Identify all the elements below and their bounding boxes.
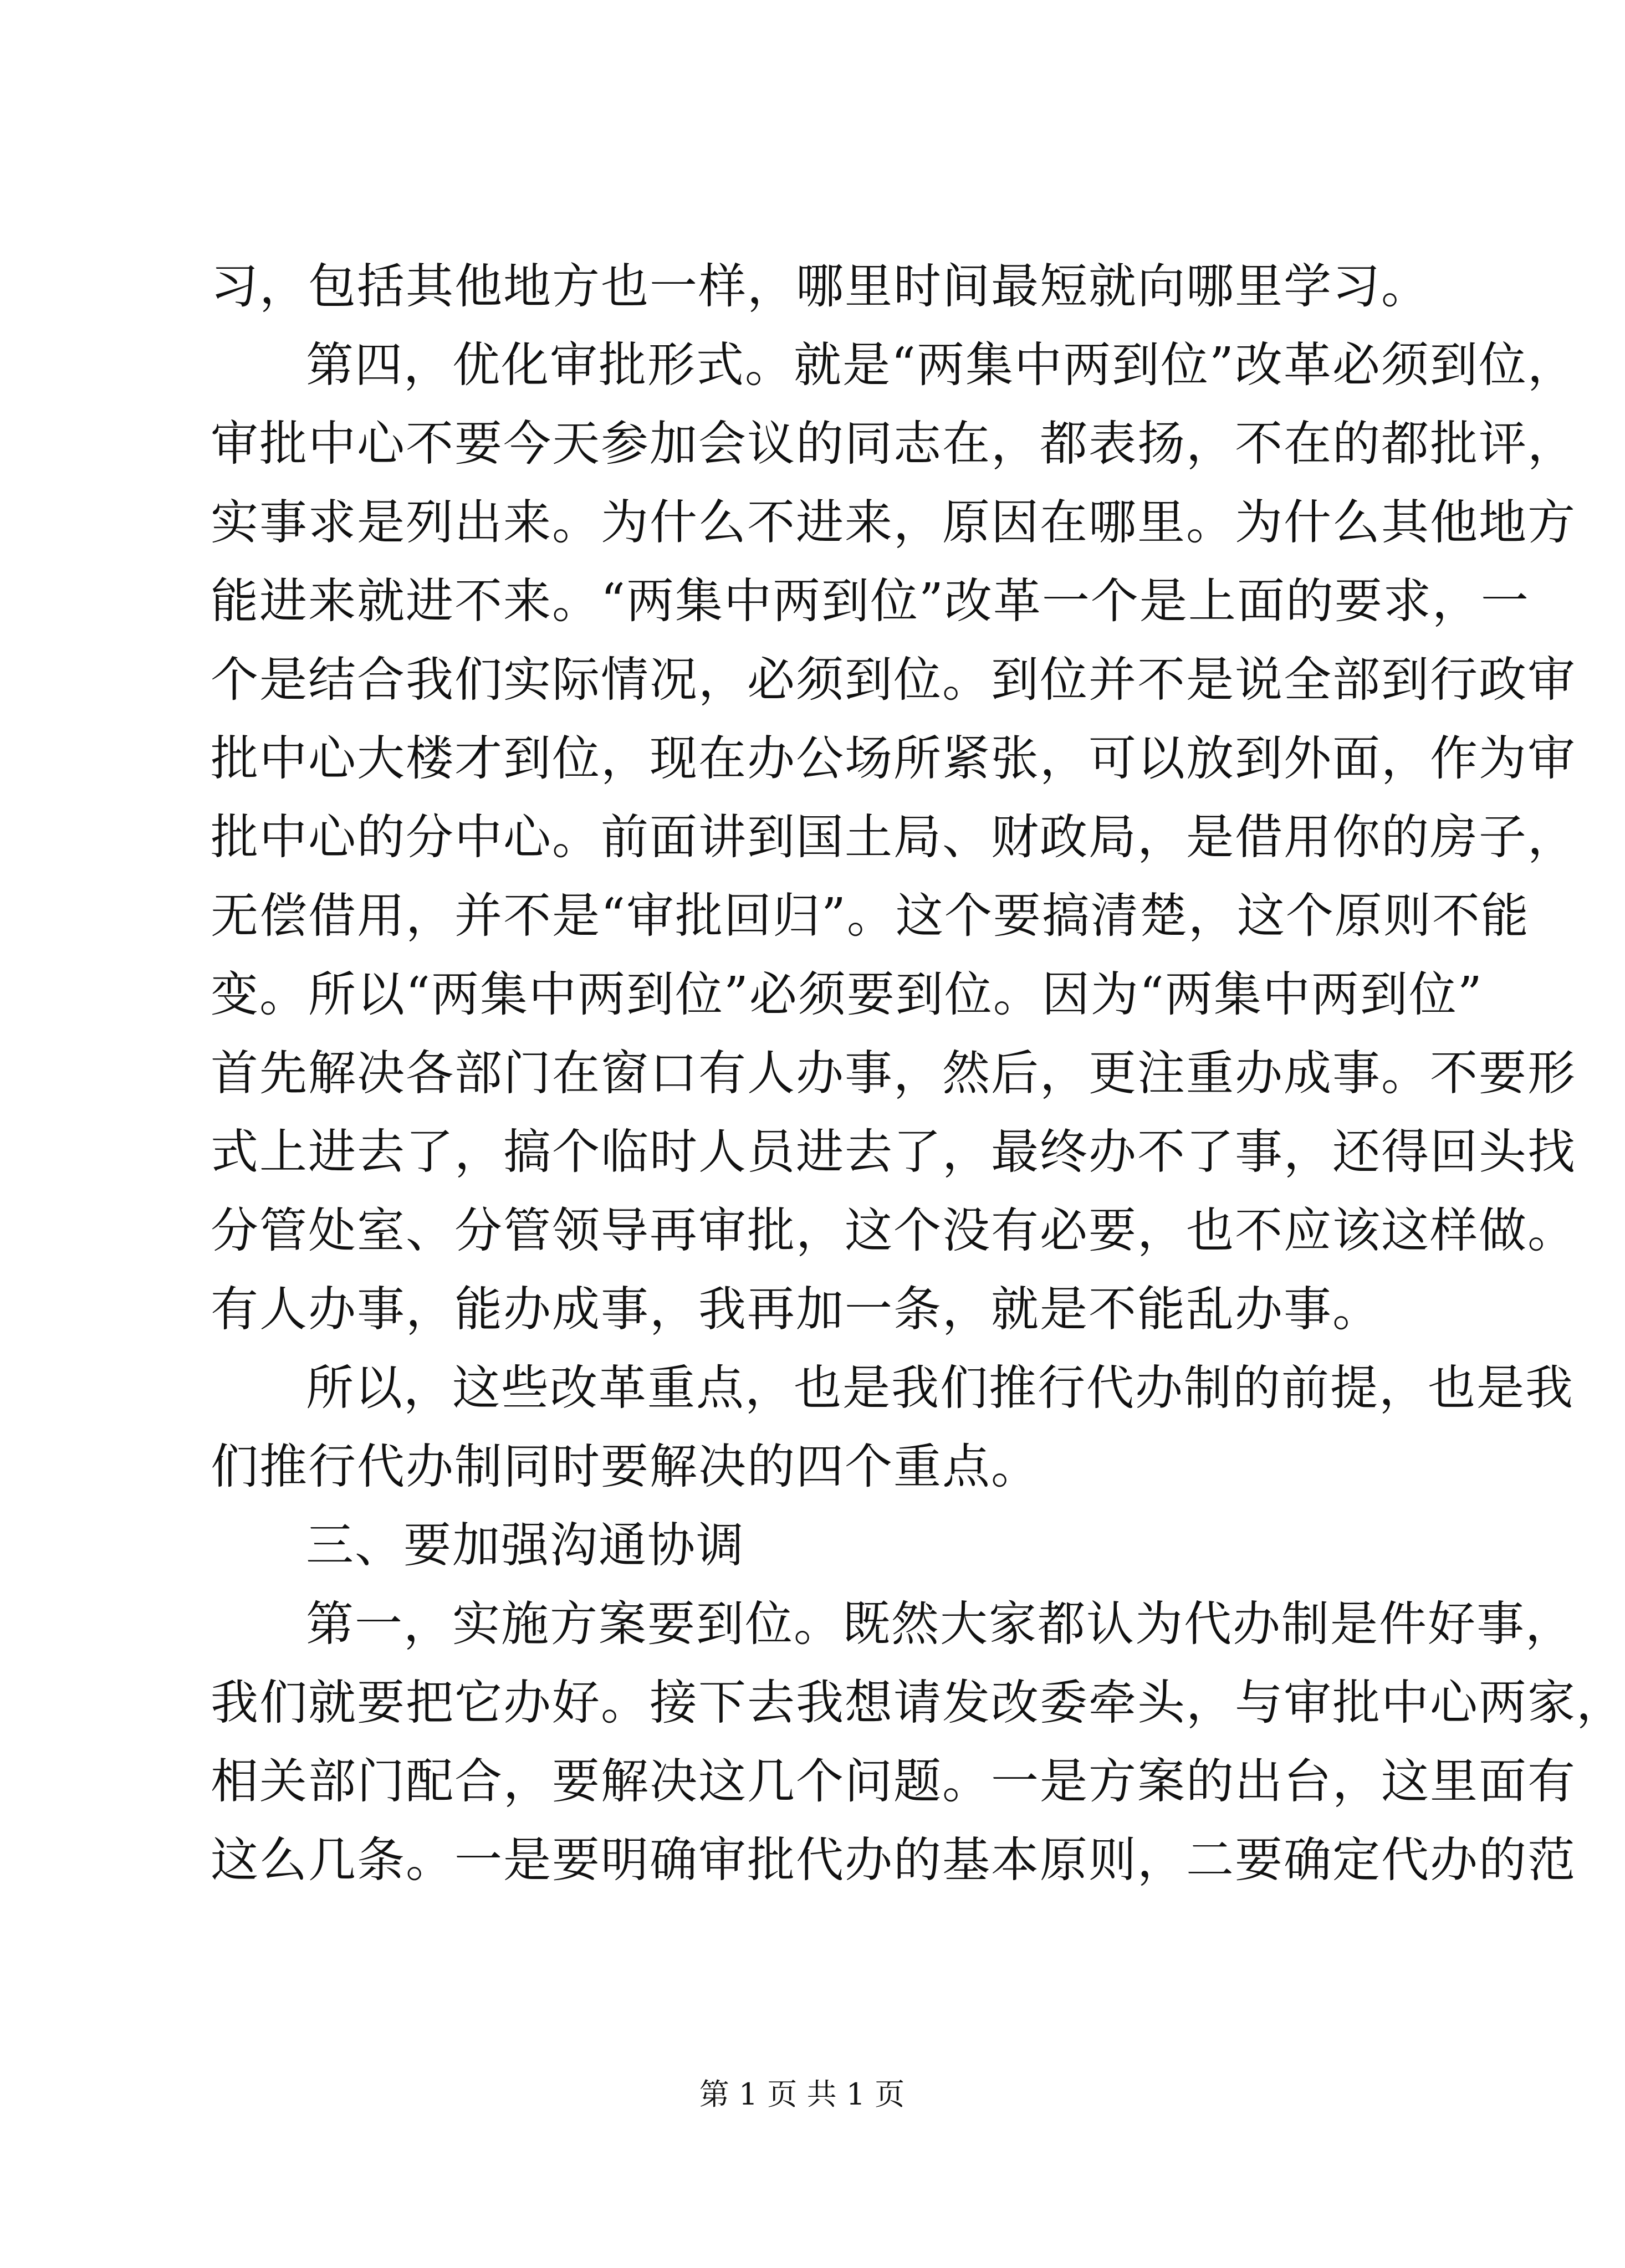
- text-line: 这么几条。一是要明确审批代办的基本原则，二要确定代办的范: [211, 1832, 1576, 1888]
- text-line: 习，包括其他地方也一样，哪里时间最短就向哪里学习。: [211, 259, 1430, 314]
- text-line: 变。所以“两集中两到位”必须要到位。因为“两集中两到位”: [211, 967, 1483, 1022]
- text-line: 第四，优化审批形式。就是“两集中两到位”改革必须到位，: [306, 337, 1576, 393]
- text-line: 批中心的分中心。前面讲到国土局、财政局，是借用你的房子，: [211, 810, 1576, 865]
- text-line: 我们就要把它办好。接下去我想请发改委牵头，与审批中心两家，: [211, 1675, 1625, 1731]
- text-line: 相关部门配合，要解决这几个问题。一是方案的出台，这里面有: [211, 1754, 1576, 1809]
- text-line: 们推行代办制同时要解决的四个重点。: [211, 1439, 1040, 1494]
- text-line: 能进来就进不来。“两集中两到位”改革一个是上面的要求，一: [211, 574, 1530, 629]
- text-line: 第一，实施方案要到位。既然大家都认为代办制是件好事，: [306, 1596, 1574, 1652]
- text-line: 首先解决各部门在窗口有人办事，然后，更注重办成事。不要形: [211, 1046, 1576, 1101]
- section-heading: 三、要加强沟通协调: [306, 1518, 745, 1573]
- text-line: 审批中心不要今天参加会议的同志在，都表扬，不在的都批评，: [211, 416, 1576, 472]
- body-text: [211, 247, 1625, 1900]
- text-line: 个是结合我们实际情况，必须到位。到位并不是说全部到行政审: [211, 652, 1576, 708]
- text-line: 批中心大楼才到位，现在办公场所紧张，可以放到外面，作为审: [211, 731, 1576, 786]
- page-footer: 第 1 页 共 1 页: [699, 2077, 905, 2112]
- text-line: 无偿借用，并不是“审批回归”。这个要搞清楚，这个原则不能: [211, 888, 1530, 944]
- text-line: 式上进去了，搞个临时人员进去了，最终办不了事，还得回头找: [211, 1124, 1576, 1180]
- text-line: 实事求是列出来。为什么不进来，原因在哪里。为什么其他地方: [211, 495, 1576, 550]
- text-line: 有人办事，能办成事，我再加一条，就是不能乱办事。: [211, 1282, 1381, 1337]
- text-line: 分管处室、分管领导再审批，这个没有必要，也不应该这样做。: [211, 1203, 1576, 1258]
- text-line: 所以，这些改革重点，也是我们推行代办制的前提，也是我: [306, 1360, 1574, 1416]
